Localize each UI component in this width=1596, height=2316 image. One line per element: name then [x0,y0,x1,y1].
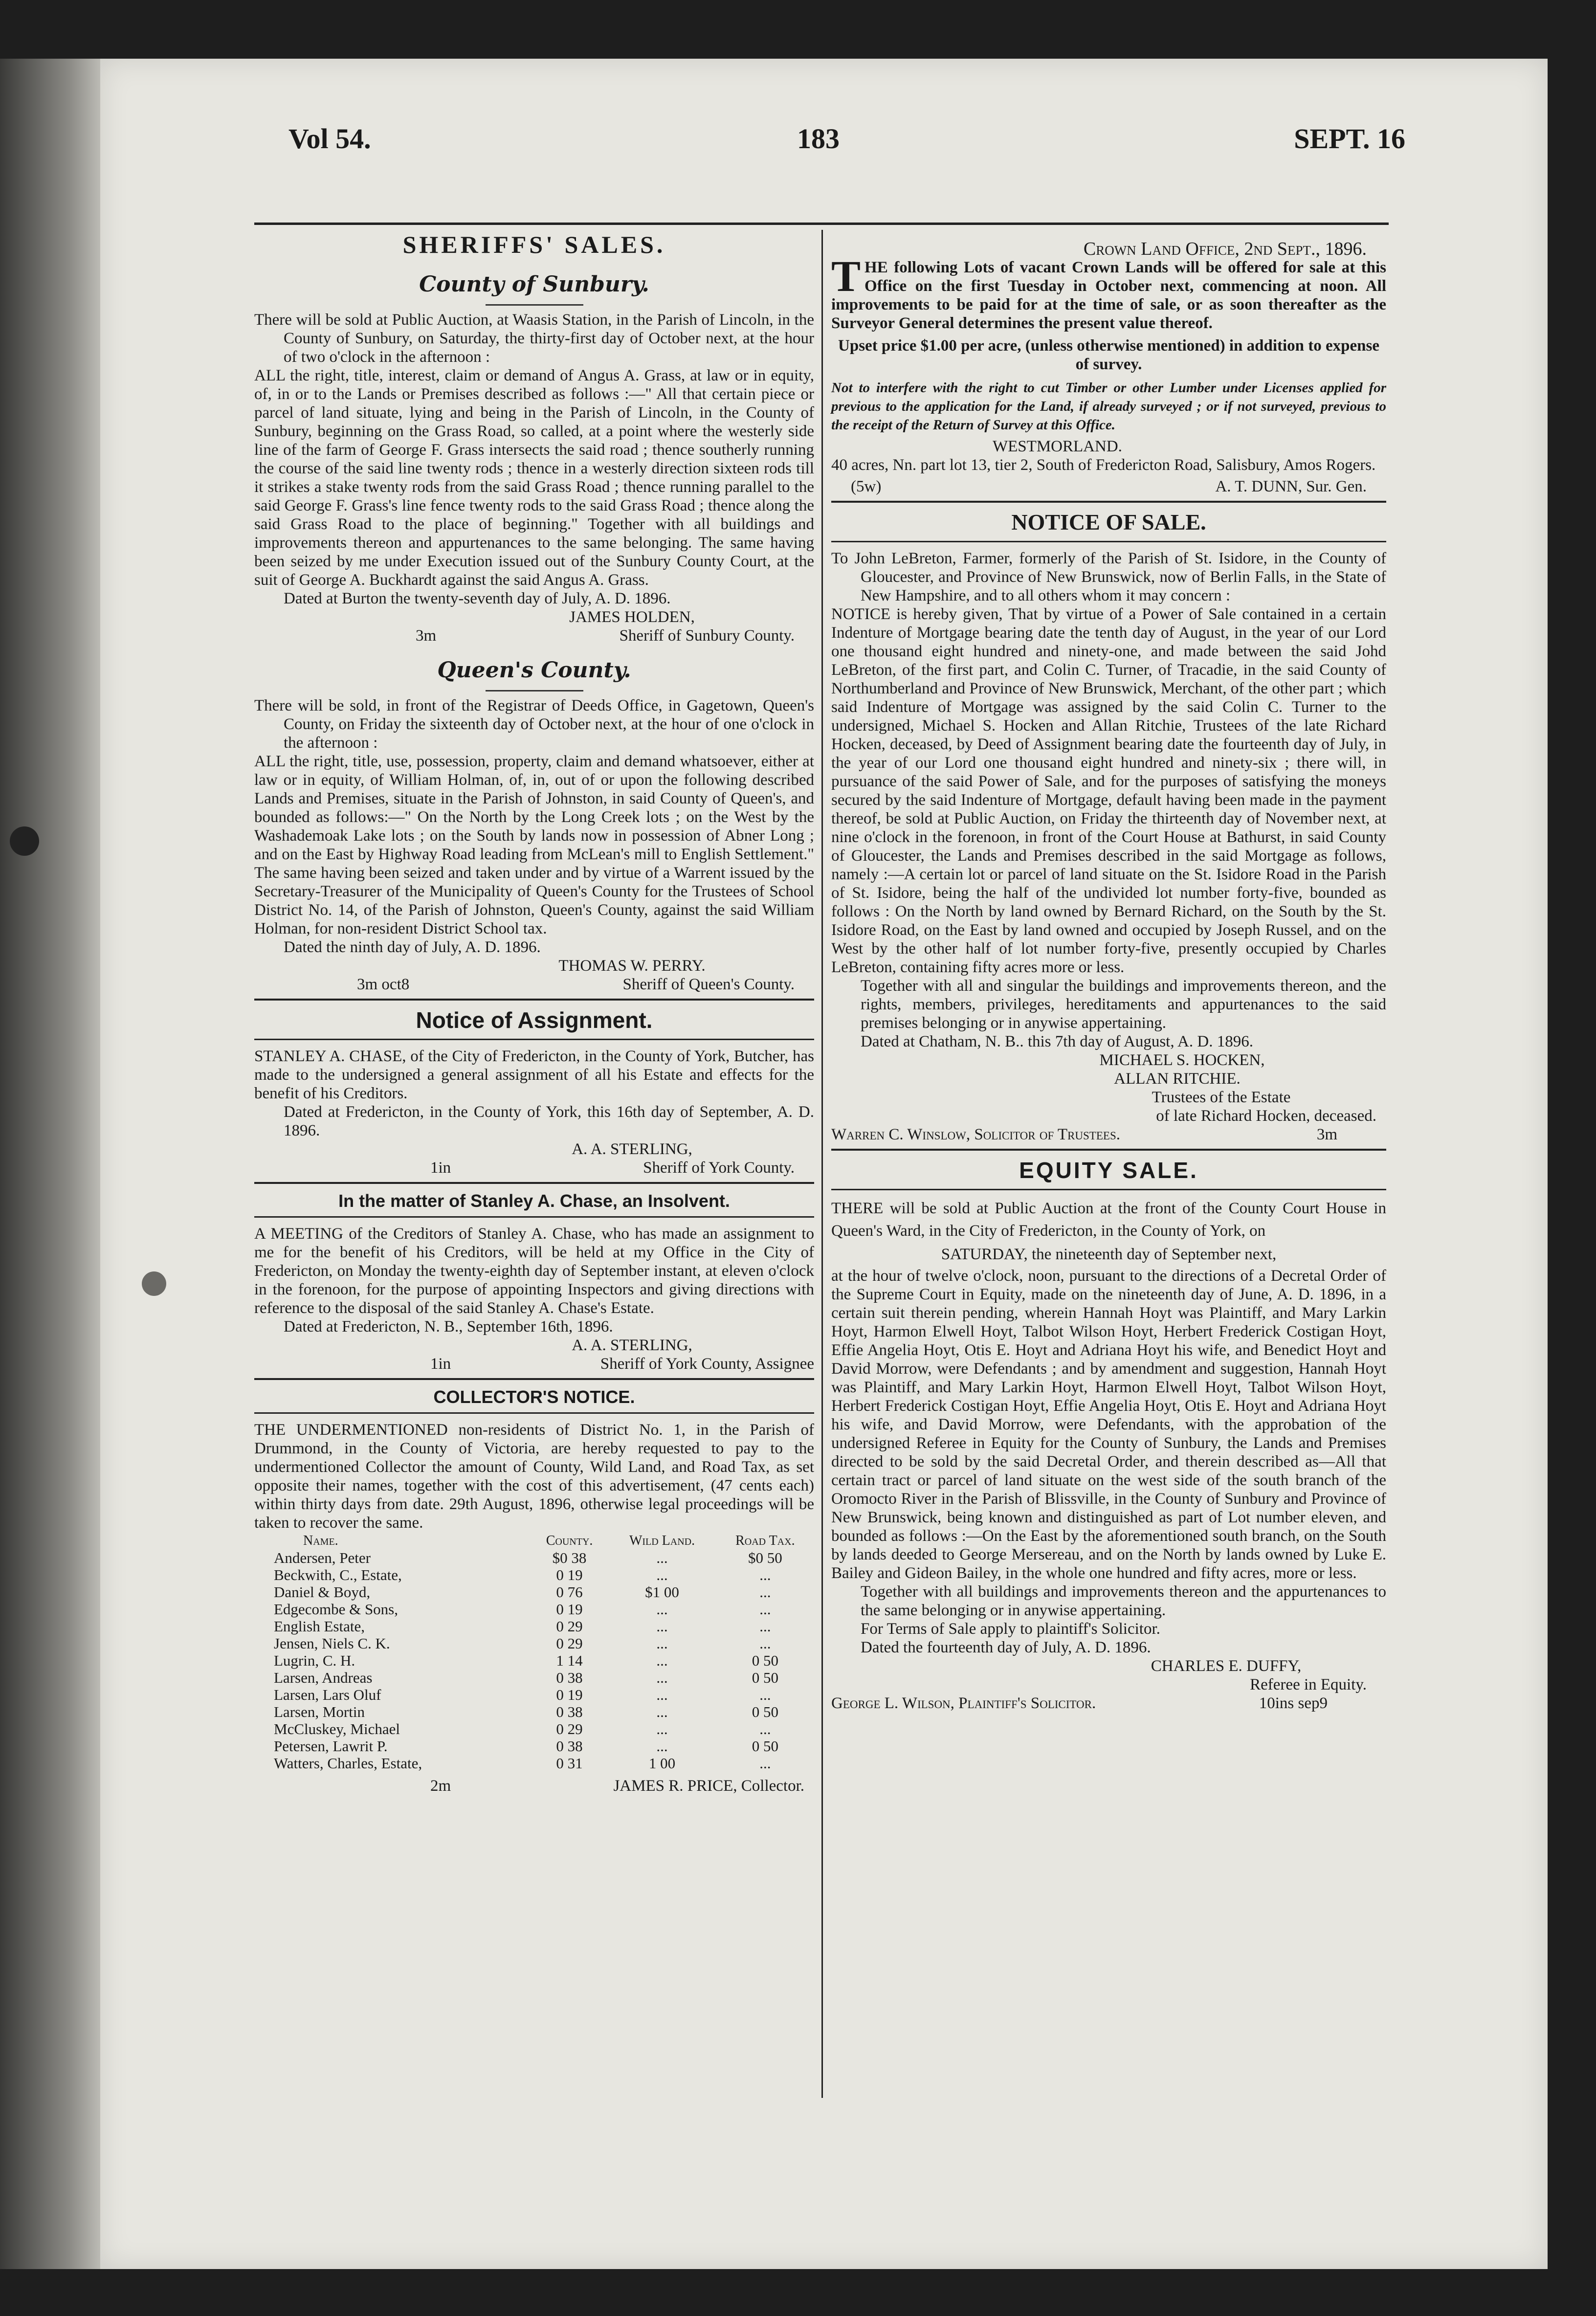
insolvent-signer: A. A. STERLING, [572,1336,692,1354]
section-rule [831,1149,1386,1151]
collector-signer: JAMES R. PRICE, Collector. [613,1777,804,1795]
road-tax: 0 50 [752,1737,778,1755]
table-row [254,1703,814,1720]
wild-land-tax: ... [656,1686,668,1703]
taxpayer-name: Larsen, Andreas [274,1669,373,1686]
column-rule [821,230,823,2098]
wild-land-tax: $1 00 [645,1583,679,1601]
county-tax: 0 29 [556,1720,583,1737]
wild-land-tax: ... [656,1601,668,1618]
section-rule [254,999,814,1001]
insolvent-code: 1in [430,1355,451,1373]
road-tax: ... [759,1720,771,1737]
table-row [254,1601,814,1618]
queens-dated: Dated the ninth day of July, A. D. 1896. [284,938,541,956]
county-tax: 0 31 [556,1755,583,1772]
wild-land-tax: ... [656,1720,668,1737]
road-tax: ... [759,1635,771,1652]
equity-day: SATURDAY, the nineteenth day of September next, [941,1246,1277,1263]
queens-signer: THOMAS W. PERRY. [558,957,706,975]
wild-land-tax: ... [656,1652,668,1669]
sale-trustees-2: of late Richard Hocken, deceased. [1156,1107,1376,1125]
left-column [254,230,814,1795]
county-tax: 0 38 [556,1703,583,1720]
crown-upset-price: Upset price $1.00 per acre, (unless otherwise mentioned) in addition to expense of survey. [838,337,1379,373]
binding-hole [10,826,39,856]
road-tax: 0 50 [752,1669,778,1686]
crown-note: Not to interfere with the right to cut Timber or other Lumber under Licenses applied for previous to the application for the Land, if already surveyed ; or if not surveyed, previous to the receipt of the Return of Survey at this Office. [831,380,1386,433]
equity-title: EQUITY SALE. [1019,1158,1198,1183]
equity-signer-title: Referee in Equity. [1250,1676,1367,1693]
crown-code: (5w) [851,478,882,495]
table-row [254,1635,814,1652]
taxpayer-name: Daniel & Boyd, [274,1583,371,1601]
county-tax: 0 38 [556,1737,583,1755]
sunbury-dated: Dated at Burton the twenty-seventh day of July, A. D. 1896. [284,590,671,607]
sale-code: 3m [1316,1126,1337,1143]
equity-signer: CHARLES E. DUFFY, [1151,1657,1302,1675]
road-tax: ... [759,1755,771,1772]
wild-land-tax: ... [656,1669,668,1686]
crown-dropcap: T [831,252,861,301]
equity-dated: Dated the fourteenth day of July, A. D. 1896. [861,1639,1151,1656]
county-tax: $0 38 [552,1549,587,1566]
insolvent-dated: Dated at Fredericton, N. B., September 16th, 1896. [284,1318,613,1336]
assignment-title: Notice of Assignment. [416,1007,653,1033]
equity-together: Together with all buildings and improvements thereon and the appurtenances to the same belonging or in anywise appertaining. [861,1583,1386,1619]
queens-code: 3m oct8 [357,976,410,993]
table-row [254,1669,814,1686]
taxpayer-name: Jensen, Niels C. K. [274,1635,390,1652]
queens-title: Queen's County. [437,658,631,683]
sunbury-code: 3m [416,627,437,645]
wild-land-tax: ... [656,1618,668,1635]
wild-land-tax: 1 00 [648,1755,676,1772]
sale-trustees-1: Trustees of the Estate [1152,1089,1291,1106]
sale-title: NOTICE OF SALE. [1011,510,1206,534]
section-rule [254,1412,814,1414]
taxpayer-name: Watters, Charles, Estate, [274,1755,422,1772]
section-rule [254,1378,814,1380]
equity-code: 10ins sep9 [1259,1694,1328,1712]
road-tax: ... [759,1686,771,1703]
section-rule [254,1216,814,1218]
county-tax: 1 14 [556,1652,583,1669]
section-rule [254,1182,814,1184]
crown-signer: A. T. DUNN, Sur. Gen. [1215,478,1367,495]
table-row [254,1566,814,1583]
sale-dated: Dated at Chatham, N. B.. this 7th day of August, A. D. 1896. [861,1033,1253,1050]
taxpayer-name: Lugrin, C. H. [274,1652,355,1669]
sale-signer-1: MICHAEL S. HOCKEN, [1099,1051,1265,1069]
crown-lot: 40 acres, Nn. part lot 13, tier 2, South of Fredericton Road, Salisbury, Amos Rogers. [831,456,1376,474]
page-number: 183 [797,123,840,155]
taxpayer-name: Petersen, Lawrit P. [274,1737,388,1755]
collector-title: COLLECTOR'S NOTICE. [433,1387,635,1407]
section-rule [254,1039,814,1040]
table-row [254,1720,814,1737]
header-rule [254,223,1389,225]
road-tax: ... [759,1618,771,1635]
road-tax: 0 50 [752,1652,778,1669]
sunbury-title: County of Sunbury. [419,272,649,297]
county-tax: 0 19 [556,1686,583,1703]
page-gutter [0,59,100,2269]
tax-table-body [254,1549,814,1772]
sheriffs-sales-title: SHERIFFS' SALES. [402,231,666,258]
col-road-tax: Road Tax. [735,1533,795,1548]
taxpayer-name: Beckwith, C., Estate, [274,1566,402,1583]
equity-body: at the hour of twelve o'clock, noon, pursuant to the directions of a Decretal Order of the Supreme Court in Equity, made on the nineteenth day of June, A. D. 1896, in a certain suit therein pending, wherein Hannah Hoyt was Plaintiff, and Mary Larkin Hoyt, Harmon Elwell Hoyt, Talbot Wilson Hoyt, Herbert Frederick Costigan Hoyt, Effie Angelia Hoyt, Otis E. Hoyt and Adriana Hoyt his wife, and Benedict Hoyt and David Morrow, were Defendants ; and by amendment and suggestion, Hannah Hoyt was Plaintiff, and Mary Larkin Hoyt, Harmon Elwell Hoyt, Talbot Wilson Hoyt, Herbert Frederick Costigan Hoyt, Effie Angelia Hoyt, Otis E. Hoyt and Adriana Hoyt his wife, and David Morrow, were Defendants, with the approbation of the undersigned Referee in Equity for the County of Sunbury, the Lands and Premises directed to be sold by the said Decretal Order, and therein described as—All that certain tract or parcel of land situate on the west side of the south branch of the Oromocto River in the Parish of Blissville, in the County of Sunbury and Province of New Brunswick, being known and distinguished as part of Lot number eleven, and bounded as follows :—On the East by the aforementioned south branch, on the South by lands deeded to George Mersereau, and on the North by lands owned by Luke E. Bailey and Gideon Bailey, in the whole one hundred and fifty acres, more or less. [831,1267,1386,1582]
county-tax: 0 29 [556,1635,583,1652]
sunbury-intro: There will be sold at Public Auction, at Waasis Station, in the Parish of Lincoln, in the County of Sunbury, on Saturday, the thirty-first day of October next, at the hour of two o'clock in the afternoon : [254,311,814,366]
sale-solicitor: Warren C. Winslow, Solicitor of Trustees. [831,1126,1120,1143]
section-rule [831,1189,1386,1190]
insolvent-body: A MEETING of the Creditors of Stanley A. Chase, who has made an assignment to me for the benefit of his Creditors, will be held at my Office in the City of Fredericton, on Monday the twenty-eighth day of September instant, at eleven o'clock in the forenoon, for the purpose of appointing Inspectors and giving directions with reference to the disposal of the said Stanley A. Chase's Estate. [254,1225,814,1317]
sunbury-signer: JAMES HOLDEN, [569,608,695,626]
equity-intro: THERE will be sold at Public Auction at the front of the County Court House in Queen's Ward, in the City of Fredericton, in the County of York, on [831,1200,1386,1240]
table-row [254,1686,814,1703]
wild-land-tax: ... [656,1703,668,1720]
collector-body: THE UNDERMENTIONED non-residents of District No. 1, in the Parish of Drummond, in the County of Victoria, are hereby requested to pay to the undermentioned Collector the amount of County, Wild Land, and Road Tax, as set opposite their names, together with the cost of this advertisement, (47 cents each) within thirty days from date. 29th August, 1896, otherwise legal proceedings will be taken to recover the same. [254,1421,814,1532]
assignment-signer-title: Sheriff of York County. [643,1159,795,1177]
taxpayer-name: McCluskey, Michael [274,1720,400,1737]
page-header [288,122,1405,181]
divider [486,304,583,306]
queens-signer-title: Sheriff of Queen's County. [622,976,795,993]
right-column [831,240,1386,1713]
wild-land-tax: ... [656,1737,668,1755]
section-rule [831,541,1386,542]
col-name: Name. [303,1533,338,1548]
road-tax: ... [759,1566,771,1583]
crown-lead: HE following Lots of vacant Crown Lands will be offered for sale at this Office on the first Tuesday in October next, commencing at noon. All improvements to be paid for at the time of sale, or as soon thereafter as the Surveyor General determines the present value thereof. [831,259,1386,332]
county-tax: 0 76 [556,1583,583,1601]
sunbury-signer-title: Sheriff of Sunbury County. [619,627,795,645]
assignment-signer: A. A. STERLING, [572,1140,692,1158]
sunbury-body: ALL the right, title, interest, claim or demand of Angus A. Grass, at law or in equity, of, in or to the Lands or Premises described as follows :—" All that certain piece or parcel of land situate, lying and being in the Parish of Lincoln, in the County of Sunbury, beginning on the Grass Road, so called, at a point where the westerly side line of the farm of George F. Grass intersects the said road ; thence southerly running the course of the said line twenty rods ; thence in a westerly direction sixteen rods till it strikes a stake twenty rods from the said Grass Road ; thence running parallel to the said George F. Grass's line fence twenty rods to the said Grass Road ; thence along the said Grass Road to the place of beginning." Together with all buildings and improvements thereon and appurtenances to the same belonging. The same having been seized by me under Execution issued out of the Sunbury County Court, at the suit of George A. Buckhardt against the said Angus A. Grass. [254,367,814,589]
assignment-code: 1in [430,1159,451,1177]
taxpayer-name: Larsen, Lars Oluf [274,1686,381,1703]
county-tax: 0 38 [556,1669,583,1686]
queens-intro: There will be sold, in front of the Registrar of Deeds Office, in Gagetown, Queen's County, on Friday the sixteenth day of October next, at the hour of one o'clock in the afternoon : [254,697,814,752]
col-wild-land: Wild Land. [629,1533,695,1548]
assignment-dated: Dated at Fredericton, in the County of York, this 16th day of September, A. D. 1896. [284,1103,814,1139]
taxpayer-name: Edgecombe & Sons, [274,1601,398,1618]
equity-terms: For Terms of Sale apply to plaintiff's Solicitor. [861,1620,1160,1638]
taxpayer-name: English Estate, [274,1618,365,1635]
collector-code: 2m [430,1777,451,1795]
assignment-body: STANLEY A. CHASE, of the City of Fredericton, in the County of York, Butcher, has made to the undersigned a general assignment of all his Estate and effects for the benefit of his Creditors. [254,1047,814,1102]
table-row [254,1549,814,1566]
road-tax: ... [759,1601,771,1618]
queens-body: ALL the right, title, use, possession, property, claim and demand whatsoever, either at law or in equity, of William Holman, of, in, out of or upon the following described Lands and Premises, situate in the Parish of Johnston, in said County of Queen's, and bounded as follows:—" On the North by the Long Creek lots ; on the West by the Washademoak Lake lots ; on the South by lands now in possession of Abner Long ; and on the East by Highway Road leading from McLean's mill to English Settlement." The same having been seized and taken under and by virtue of a Warrent issued by the Secretary-Treasurer of the Municipality of Queen's County for the Trustees of School District No. 14, of the Parish of Johnston, Queen's County, against the said William Holman, for non-resident District School tax. [254,753,814,937]
wild-land-tax: ... [656,1549,668,1566]
table-row [254,1755,814,1772]
insolvent-signer-title: Sheriff of York County, Assignee [600,1355,814,1373]
county-tax: 0 19 [556,1601,583,1618]
crown-county: WESTMORLAND. [993,438,1122,455]
sale-signer-2: ALLAN RITCHIE. [1114,1070,1241,1088]
road-tax: 0 50 [752,1703,778,1720]
sale-together: Together with all and singular the buildings and improvements thereon, and the rights, members, privileges, hereditaments and appurtenances to the said premises belonging or in anywise appertaining. [861,977,1386,1032]
binding-hole [142,1271,166,1296]
col-county: County. [546,1533,593,1548]
table-row [254,1652,814,1669]
county-tax: 0 29 [556,1618,583,1635]
taxpayer-name: Andersen, Peter [274,1549,371,1566]
issue-date: SEPT. 16 [1294,123,1405,155]
table-row [254,1583,814,1601]
wild-land-tax: ... [656,1566,668,1583]
table-row [254,1618,814,1635]
tax-table-header [254,1532,814,1549]
divider [486,690,583,691]
sale-address: To John LeBreton, Farmer, formerly of the Parish of St. Isidore, in the County of Gloucester, and Province of New Brunswick, now of Berlin Falls, in the State of New Hampshire, and to all others whom it may concern : [831,550,1386,604]
sale-body: NOTICE is hereby given, That by virtue of a Power of Sale contained in a certain Indenture of Mortgage bearing date the tenth day of August, in the year of our Lord one thousand eight hundred and ninety-one, and made between the said Johd LeBreton, of the first part, and Colin C. Turner, of Tracadie, in the said County of Northumberland and Province of New Brunswick, Merchant, of the other part ; which said Indenture of Mortgage was assigned by the said Colin C. Turner to the undersigned, Michael S. Hocken and Allan Ritchie, Trustees of the late Richard Hocken, deceased, by Deed of Assignment bearing date the fourteenth day of July, in the year of our Lord one thousand eight hundred and ninety-six ; there will, in pursuance of the said Power of Sale, and for the purposes of satisfying the moneys secured by the said Indenture of Mortgage, default having been made in the payment thereof, be sold at Public Auction, on Friday the thirteenth day of November next, at nine o'clock in the forenoon, in front of the Court House at Bathurst, in said County of Gloucester, the Lands and Premises described in the said Mortgage as follows, namely :—A certain lot or parcel of land situate on the St. Isidore Road in the Parish of St. Isidore, being the half of the undivided lot number forty-five, bounded as follows : On the North by land owned by Bernard Richard, on the South by the St. Isidore Road, on the East by land owned and occupied by Joseph Russel, and on the West by the other half of lot number forty-five, presently occupied by Charles LeBreton, containing fifty acres more or less. [831,605,1386,976]
table-row [254,1737,814,1755]
tax-table [254,1532,814,1772]
insolvent-title: In the matter of Stanley A. Chase, an Insolvent. [338,1191,730,1211]
county-tax: 0 19 [556,1566,583,1583]
road-tax: $0 50 [748,1549,782,1566]
equity-solicitor: George L. Wilson, Plaintiff's Solicitor. [831,1694,1096,1712]
section-rule [831,501,1386,503]
road-tax: ... [759,1583,771,1601]
taxpayer-name: Larsen, Mortin [274,1703,365,1720]
wild-land-tax: ... [656,1635,668,1652]
volume-number: Vol 54. [288,123,371,155]
crown-office-date: Crown Land Office, 2nd Sept., 1896. [1083,239,1367,259]
